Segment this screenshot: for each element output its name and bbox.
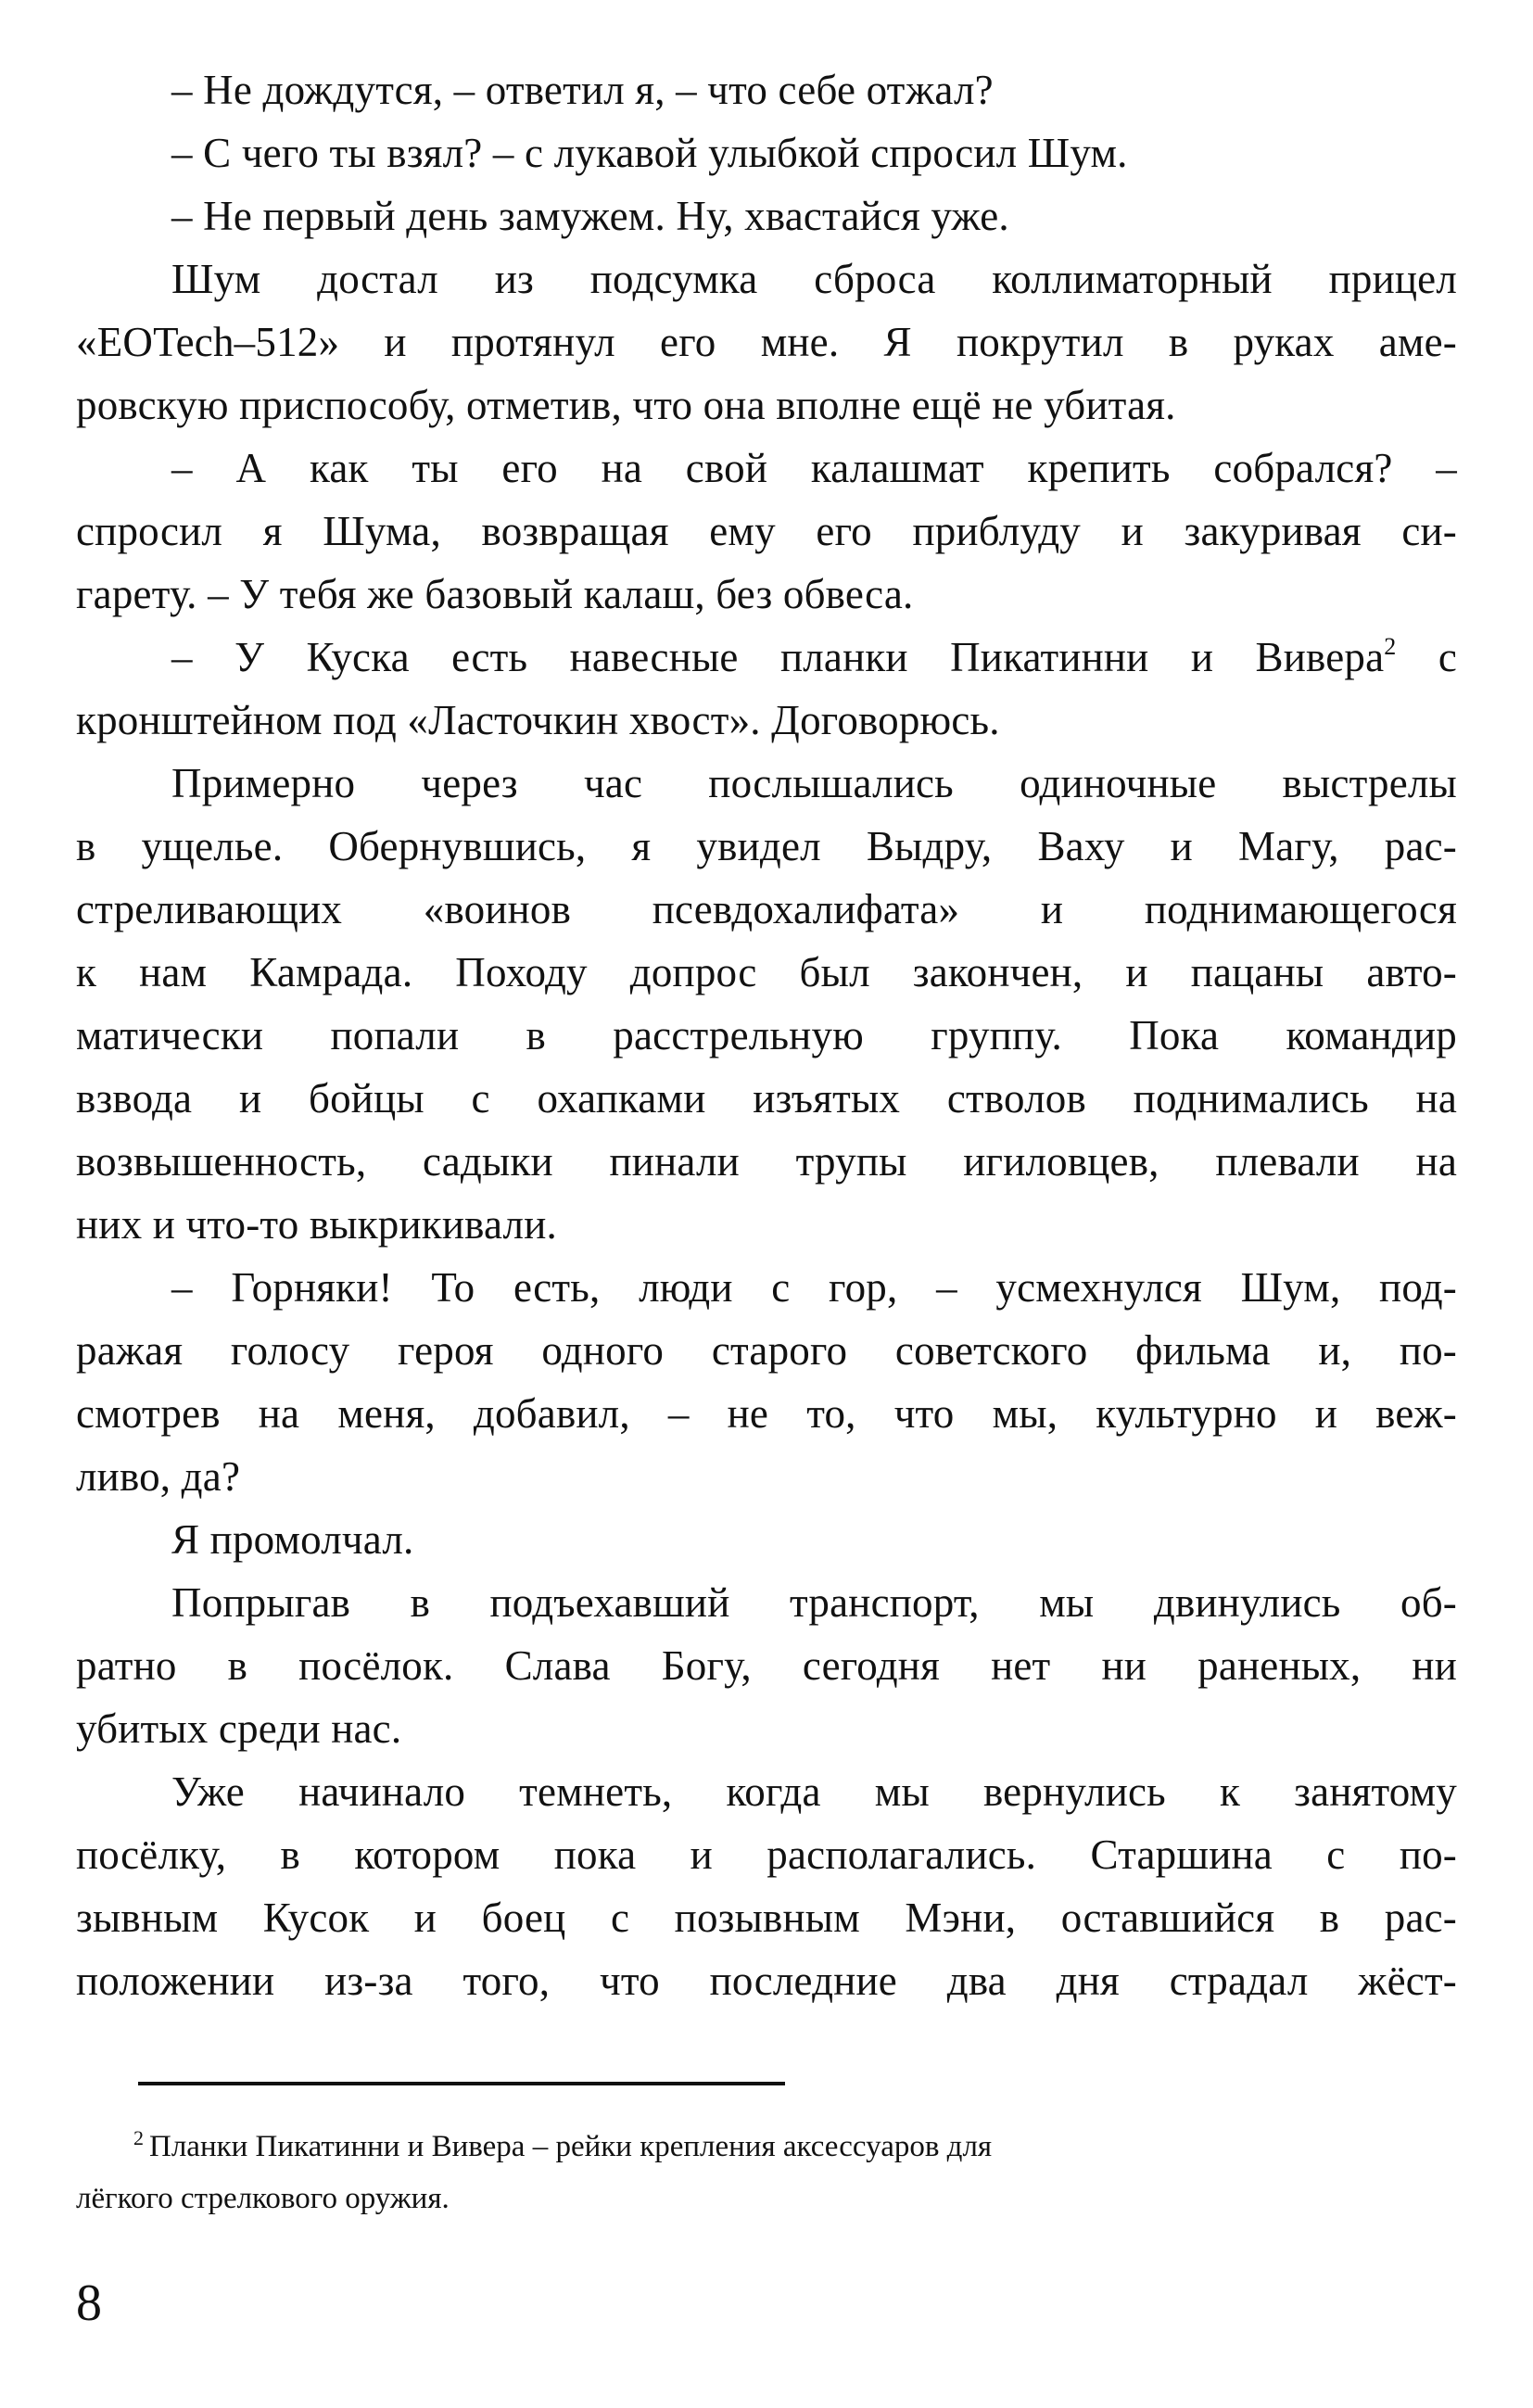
- text-line: в ущелье. Обернувшись, я увидел Выдру, Ваху и Магу, рас-: [76, 823, 1457, 869]
- text-line: смотрев на меня, добавил, – не то, что мы, культурно и веж-: [76, 1390, 1457, 1437]
- text-line: взвода и бойцы с охапками изъятых стволов поднимались на: [76, 1075, 1457, 1122]
- footnote-line-1: [76, 2121, 1457, 2173]
- text-line: [76, 626, 1457, 689]
- text-line: – Горняки! То есть, люди с гор, – усмехнулся Шум, под-: [171, 1264, 1457, 1311]
- text-line-tail: с: [1396, 634, 1458, 680]
- footnote-text-1: Планки Пикатинни и Вивера – рейки крепления аксессуаров для: [149, 2130, 993, 2163]
- text-line: к нам Камрада. Походу допрос был закончен, и пацаны авто-: [76, 949, 1457, 995]
- text-line: возвышенность, садыки пинали трупы игиловцев, плевали на: [76, 1138, 1457, 1185]
- text-line: матически попали в расстрельную группу. Пока командир: [76, 1012, 1457, 1058]
- footnote-mark: 2: [133, 2126, 144, 2149]
- text-line: стреливающих «воинов псевдохалифата» и поднимающегося: [76, 886, 1457, 932]
- text-line: ражая голосу героя одного старого советского фильма и, по-: [76, 1327, 1457, 1374]
- text-line: – Не первый день замужем. Ну, хвастайся уже.: [171, 193, 1009, 239]
- text-line: Уже начинало темнеть, когда мы вернулись к занятому: [171, 1768, 1457, 1815]
- text-line: Я промолчал.: [171, 1516, 414, 1563]
- footnote-separator-rule: [138, 2082, 785, 2085]
- footnote-line-2: лёгкого стрелкового оружия.: [76, 2182, 450, 2215]
- footnote-reference[interactable]: 2: [1384, 633, 1397, 660]
- text-line: Шум достал из подсумка сброса коллиматорный прицел: [171, 256, 1457, 302]
- text-line: них и что-то выкрикивали.: [76, 1201, 557, 1248]
- text-line: – Не дождутся, – ответил я, – что себе отжал?: [171, 67, 994, 113]
- page-number: 8: [76, 2275, 102, 2332]
- text-line: убитых среди нас.: [76, 1705, 402, 1752]
- text-line: «EOTech–512» и протянул его мне. Я покрутил в руках аме-: [76, 319, 1457, 365]
- text-line: посёлку, в котором пока и располагались. Старшина с по-: [76, 1831, 1457, 1878]
- text-line: Попрыгав в подъехавший транспорт, мы двинулись об-: [171, 1579, 1457, 1626]
- text-line: – С чего ты взял? – с лукавой улыбкой спросил Шум.: [171, 130, 1128, 176]
- text-line: зывным Кусок и боец с позывным Мэни, оставшийся в рас-: [76, 1895, 1457, 1941]
- text-line-content: – У Куска есть навесные планки Пикатинни и Вивера: [171, 634, 1385, 680]
- text-line: – А как ты его на свой калашмат крепить собрался? –: [171, 445, 1457, 491]
- body-text: [76, 58, 1457, 2012]
- text-line: ливо, да?: [76, 1453, 241, 1500]
- text-line: положении из-за того, что последние два дня страдал жёст-: [76, 1958, 1457, 2004]
- text-line: ровскую приспособу, отметив, что она вполне ещё не убитая.: [76, 382, 1176, 428]
- text-line: спросил я Шума, возвращая ему его приблуду и закуривая си-: [76, 508, 1457, 554]
- text-line: Примерно через час послышались одиночные выстрелы: [171, 760, 1457, 806]
- footnote: [76, 2121, 1457, 2224]
- text-line: кронштейном под «Ласточкин хвост». Договорюсь.: [76, 697, 1000, 743]
- text-line: гарету. – У тебя же базовый калаш, без обвеса.: [76, 571, 914, 617]
- text-line: ратно в посёлок. Слава Богу, сегодня нет ни раненых, ни: [76, 1642, 1457, 1689]
